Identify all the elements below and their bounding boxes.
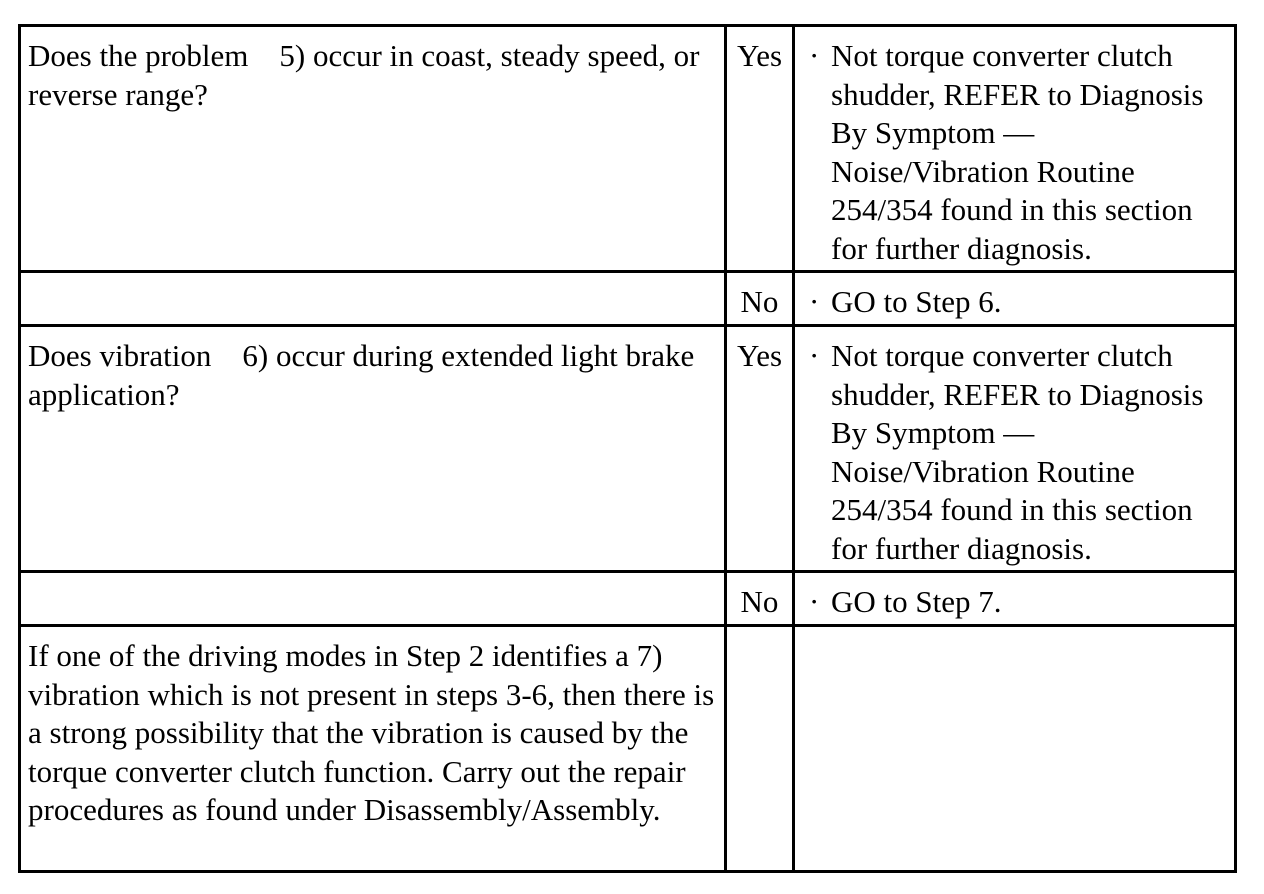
bullet-icon: · bbox=[809, 38, 820, 73]
table-row bbox=[20, 326, 1236, 572]
empty-question bbox=[21, 273, 724, 283]
table-row bbox=[20, 572, 1236, 626]
empty-question bbox=[21, 573, 724, 583]
diagnosis-table bbox=[18, 24, 1237, 873]
step-7-text: If one of the driving modes in Step 2 identifies a 7) vibration which is not present in steps 3-6, then there is a strong possibility that the vibration is caused by the torque converter clutch function. Carry out the repair procedures as found under Disassembly/Assembly. bbox=[28, 638, 722, 827]
answer-cell bbox=[726, 272, 794, 326]
result-cell bbox=[794, 572, 1236, 626]
result-cell bbox=[794, 326, 1236, 572]
answer-empty bbox=[727, 627, 792, 637]
question-cell bbox=[20, 272, 726, 326]
table-row bbox=[20, 626, 1236, 872]
step-6-question: Does vibration 6) occur during extended light brake application? bbox=[28, 338, 703, 412]
answer-cell bbox=[726, 26, 794, 272]
question-cell bbox=[20, 572, 726, 626]
table-row bbox=[20, 272, 1236, 326]
result-cell bbox=[794, 26, 1236, 272]
result-text: Not torque converter clutch shudder, REFER to Diagnosis By Symptom — Noise/Vibration Routine 254/354 found in this section for further diagnosis. bbox=[831, 38, 1204, 266]
question-cell bbox=[20, 26, 726, 272]
result-text: GO to Step 7. bbox=[831, 584, 1002, 619]
answer-cell bbox=[726, 572, 794, 626]
answer-cell bbox=[726, 326, 794, 572]
step-5-question: Does the problem 5) occur in coast, steady speed, or reverse range? bbox=[28, 38, 708, 112]
result-cell bbox=[794, 626, 1236, 872]
answer-yes: Yes bbox=[736, 338, 783, 373]
answer-no: No bbox=[740, 584, 779, 619]
question-cell bbox=[20, 326, 726, 572]
bullet-icon: · bbox=[809, 284, 820, 319]
question-cell bbox=[20, 626, 726, 872]
table-row bbox=[20, 26, 1236, 272]
result-text: Not torque converter clutch shudder, REFER to Diagnosis By Symptom — Noise/Vibration Routine 254/354 found in this section for further diagnosis. bbox=[831, 338, 1204, 566]
result-text: GO to Step 6. bbox=[831, 284, 1002, 319]
answer-cell bbox=[726, 626, 794, 872]
answer-no: No bbox=[740, 284, 779, 319]
bullet-icon: · bbox=[809, 338, 820, 373]
bullet-icon: · bbox=[809, 584, 820, 619]
answer-yes: Yes bbox=[736, 38, 783, 73]
result-cell bbox=[794, 272, 1236, 326]
